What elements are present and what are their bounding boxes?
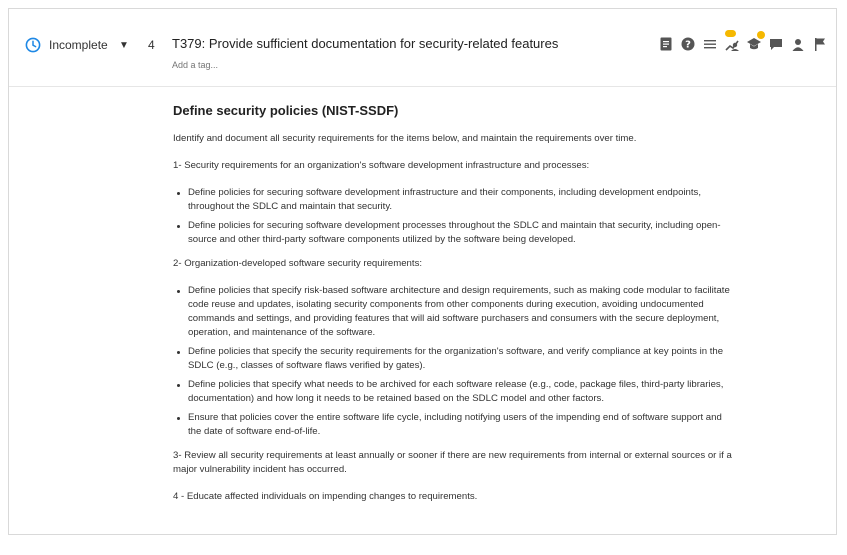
user-icon[interactable] xyxy=(790,35,806,53)
comment-icon[interactable] xyxy=(768,35,784,53)
requirement-list-1 xyxy=(173,186,733,247)
task-description xyxy=(173,103,733,504)
chevron-down-icon[interactable]: ▼ xyxy=(119,39,129,51)
requirement-heading-2: 2- Organization-developed software security requirements: xyxy=(173,258,423,269)
education-icon[interactable] xyxy=(746,35,762,53)
help-icon[interactable] xyxy=(680,35,696,53)
intro-paragraph: Identify and document all security requirements for the items below, and maintain the requirements over time. xyxy=(173,133,637,144)
tag-input[interactable] xyxy=(172,60,372,70)
section-title: Define security policies (NIST-SSDF) xyxy=(173,103,399,118)
list-item: Define policies that specify what needs to be archived for each software release (e.g., code, package files, third-party libraries, documentation) and how long it needs to be retained based on the SDLC model and other factors. xyxy=(173,378,733,406)
requirement-heading-4: 4 - Educate affected individuals on impending changes to requirements. xyxy=(173,491,478,502)
requirement-heading-3: 3- Review all security requirements at least annually or sooner if there are new requirements from internal or external sources or if a major vulnerability incident has occurred. xyxy=(173,450,732,475)
notification-badge xyxy=(757,31,765,39)
requirement-list-2 xyxy=(173,284,733,439)
clock-icon xyxy=(25,37,41,53)
requirement-heading-1: 1- Security requirements for an organization's software development infrastructure and processes: xyxy=(173,160,590,171)
task-header xyxy=(9,9,836,87)
task-title: T379: Provide sufficient documentation for security-related features xyxy=(172,36,559,51)
task-panel xyxy=(8,8,837,535)
list-item: Define policies that specify risk-based software architecture and design requirements, such as making code modular to facilitate code reuse and updates, isolating security components from other components during execution, avoiding undocumented commands and settings, and providing features that will aid software purchasers and consumers with the secure deployment, operation, and maintenance of the software. xyxy=(173,284,733,340)
list-item: Define policies for securing software development infrastructure and their components, including development endpoints, throughout the SDLC and maintain that security. xyxy=(173,186,733,214)
list-item: Define policies that specify the security requirements for the organization's software, and verify compliance at key points in the SDLC (e.g., classes of software flaws verified by gates). xyxy=(173,345,733,373)
status-label: Incomplete xyxy=(49,38,108,52)
list-item: Ensure that policies cover the entire software life cycle, including notifying users of the impending end of software support and the date of software end-of-life. xyxy=(173,411,733,439)
document-icon[interactable] xyxy=(658,35,674,53)
notification-badge xyxy=(725,30,736,37)
status-dropdown[interactable] xyxy=(25,37,129,53)
flag-icon[interactable] xyxy=(812,35,828,53)
list-icon[interactable] xyxy=(702,35,718,53)
priority-value[interactable]: 4 xyxy=(148,38,155,52)
list-item: Define policies for securing software development processes throughout the SDLC and maintain that security, including open-source and other third-party software components utilized by the software being developed. xyxy=(173,219,733,247)
assign-icon[interactable] xyxy=(724,35,740,53)
task-toolbar xyxy=(658,35,828,53)
svg-text:?: ? xyxy=(685,39,691,51)
